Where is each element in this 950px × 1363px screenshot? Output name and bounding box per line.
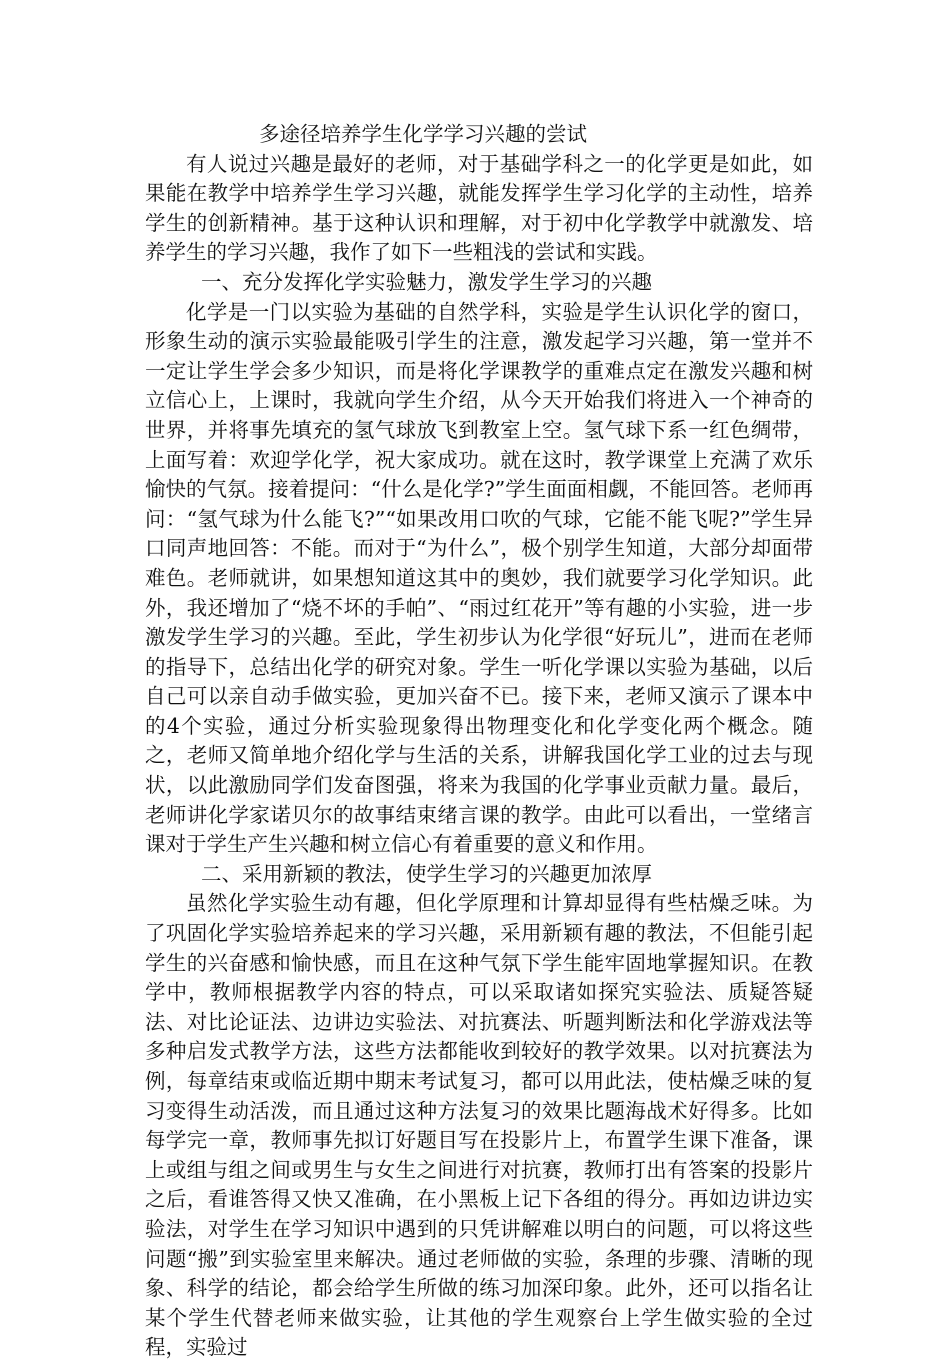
section-1-heading: 一、充分发挥化学实验魅力，激发学生学习的兴趣 <box>201 269 652 294</box>
section-1-paragraph: 化学是一门以实验为基础的自然学科，实验是学生认识化学的窗口，形象生动的演示实验最能吸引学生的注意，激发起学习兴趣，第一堂并不一定让学生学会多少知识，而是将化学课教学的重难点定在激发兴趣和树立信心上，上课时，我就向学生介绍，从今天开始我们将进入一个神奇的世界，并将事先填充的氢气球放飞到教室上空。氢气球下系一红色绸带，上面写着：欢迎学化学，祝大家成功。就在这时，教学课堂上充满了欢乐愉快的气氛。接着提问：“什么是化学?”学生面面相觑，不能回答。老师再问：“氢气球为什么能飞?”“如果改用口吹的气球，它能不能飞呢?”学生异口同声地回答：不能。而对于“为什么”，极个别学生知道，大部分却面带难色。老师就讲，如果想知道这其中的奥妙，我们就要学习化学知识。此外，我还增加了“烧不坏的手帕”、“雨过红花开”等有趣的小实验，进一步激发学生学习的兴趣。至此，学生初步认为化学很“好玩儿”，进而在老师的指导下，总结出化学的研究对象。学生一听化学课以实验为基础，以后自己可以亲自动手做实验，更加兴奋不已。接下来，老师又演示了课本中的4个实验，通过分析实验现象得出物理变化和化学变化两个概念。随之，老师又简单地介绍化学与生活的关系，讲解我国化学工业的过去与现状，以此激励同学们发奋图强，将来为我国的化学事业贡献力量。最后，老师讲化学家诺贝尔的故事结束绪言课的教学。由此可以看出，一堂绪言课对于学生产生兴趣和树立信心有着重要的意义和作用。 <box>145 299 813 857</box>
intro-paragraph: 有人说过兴趣是最好的老师，对于基础学科之一的化学更是如此，如果能在教学中培养学生学习兴趣，就能发挥学生学习化学的主动性，培养学生的创新精神。基于这种认识和理解，对于初中化学教学中就激发、培养学生的学习兴趣，我作了如下一些粗浅的尝试和实践。 <box>145 151 813 265</box>
section-2-paragraph: 虽然化学实验生动有趣，但化学原理和计算却显得有些枯燥乏味。为了巩固化学实验培养起来的学习兴趣，采用新颖有趣的教法，不但能引起学生的兴奋感和愉快感，而且在这种气氛下学生能牢固地掌握知识。在教学中，教师根据教学内容的特点，可以采取诸如探究实验法、质疑答疑法、对比论证法、边讲边实验法、对抗赛法、听题判断法和化学游戏法等多种启发式教学方法，这些方法都能收到较好的教学效果。以对抗赛法为例，每章结束或临近期中期末考试复习，都可以用此法，使枯燥乏味的复习变得生动活泼，而且通过这种方法复习的效果比题海战术好得多。比如每学完一章，教师事先拟订好题目写在投影片上，布置学生课下准备，课上或组与组之间或男生与女生之间进行对抗赛，教师打出有答案的投影片之后，看谁答得又快又准确，在小黑板上记下各组的得分。再如边讲边实验法，对学生在学习知识中遇到的只凭讲解难以明白的问题，可以将这些问题“搬”到实验室里来解决。通过老师做的实验，条理的步骤、清晰的现象、科学的结论，都会给学生所做的练习加深印象。此外，还可以指名让某个学生代替老师来做实验，让其他的学生观察台上学生做实验的全过程，实验过 <box>145 891 813 1360</box>
document-body <box>145 120 813 1363</box>
document-title: 多途径培养学生化学学习兴趣的尝试 <box>259 122 587 146</box>
section-2-heading: 二、采用新颖的教法，使学生学习的兴趣更加浓厚 <box>201 861 652 886</box>
